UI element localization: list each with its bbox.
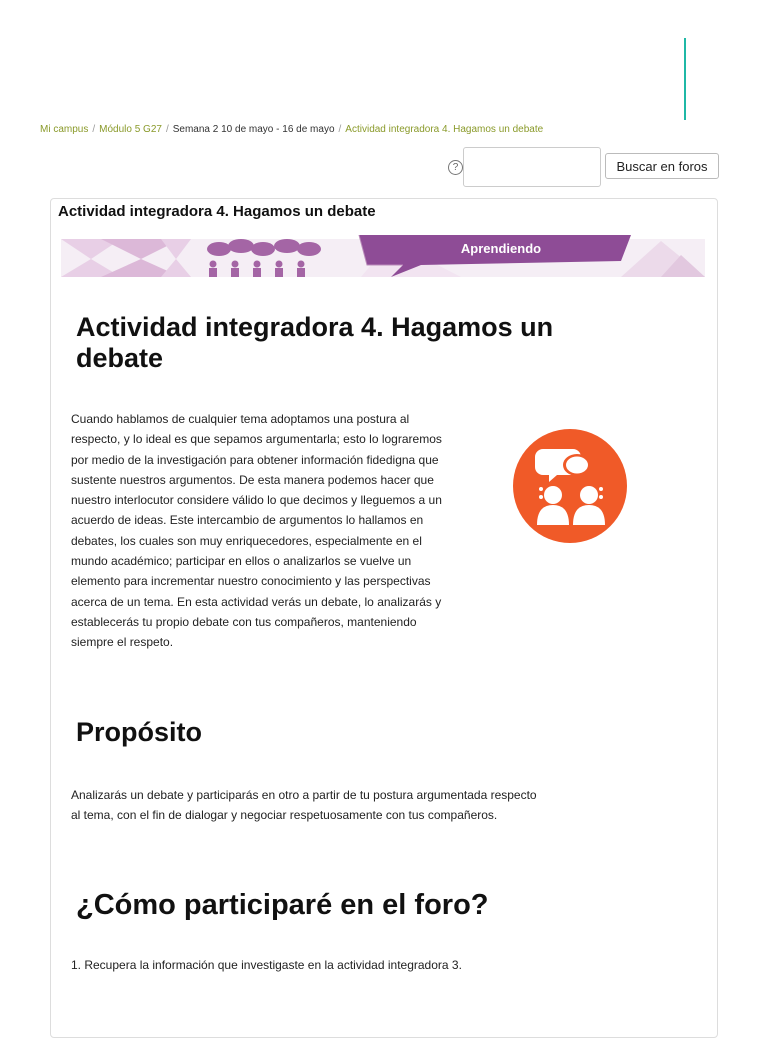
breadcrumb-separator: / [165, 124, 169, 135]
breadcrumb-mi-campus[interactable]: Mi campus [40, 124, 89, 135]
forum-participation-heading: ¿Cómo participaré en el foro? [76, 889, 489, 921]
purpose-paragraph: Analizarás un debate y participarás en otro a partir de tu postura argumentada respecto al tema, con el fin de dialogar y negociar respetuosamente con tus compañeros. [71, 788, 537, 823]
help-icon[interactable]: ? [448, 160, 463, 175]
breadcrumb-separator: / [92, 124, 96, 135]
header-accent-line [684, 38, 686, 120]
breadcrumb-separator: / [338, 124, 342, 135]
breadcrumb-actividad[interactable]: Actividad integradora 4. Hagamos un debate [345, 124, 544, 135]
breadcrumb-semana: Semana 2 10 de mayo - 16 de mayo [172, 124, 335, 135]
step-1: 1. Recupera la información que investigaste en la actividad integradora 3. [71, 958, 462, 972]
search-forums-button[interactable]: Buscar en foros [605, 153, 719, 179]
debate-people-icon [513, 429, 627, 543]
card-title: Actividad integradora 4. Hagamos un debate [58, 203, 376, 220]
breadcrumb-modulo[interactable]: Módulo 5 G27 [99, 124, 162, 135]
page-title: Actividad integradora 4. Hagamos un debate [76, 312, 554, 373]
purpose-heading: Propósito [76, 717, 202, 747]
intro-paragraph: Cuando hablamos de cualquier tema adoptamos una postura al respecto, y lo ideal es que sepamos argumentarla; esto lo lograremos por medio de la investigación para obtener información fidedigna que sustente nuestros argumentos. De esta manera podemos hacer que nuestro interlocutor considere válido lo que decimos y lleguemos a un acuerdo de ideas. Este intercambio de argumentos lo hallamos en debates, los cuales son muy enriquecedores, especialmente en el mundo académico; participar en ellos o analizarlos se vuelve un elemento para incrementar nuestro conocimiento y las perspectivas acerca de un tema. En esta actividad verás un debate, lo analizarás y establecerás tu propio debate con tus compañeros, manteniendo siempre el respeto. [71, 412, 442, 650]
aprendiendo-banner [61, 235, 705, 281]
breadcrumb [40, 124, 543, 135]
forum-intro-card [50, 198, 718, 1038]
search-input[interactable] [463, 147, 601, 187]
banner-label: Aprendiendo [460, 241, 542, 256]
